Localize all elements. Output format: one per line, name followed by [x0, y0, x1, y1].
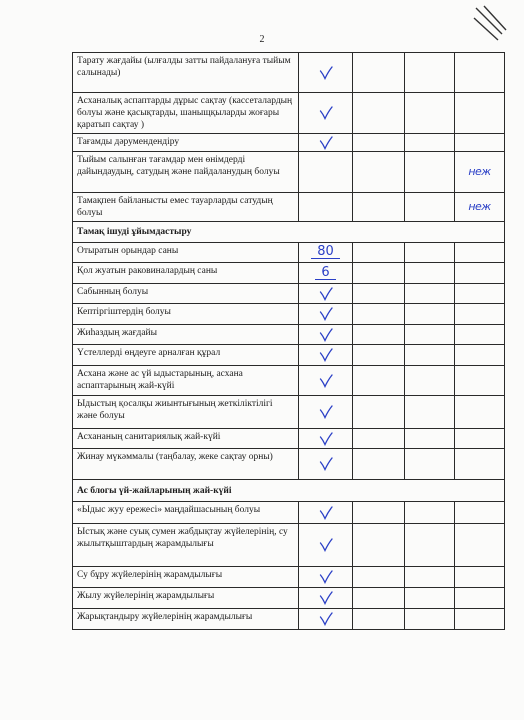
mark-cell-1 [299, 325, 353, 345]
mark-cell-1 [299, 304, 353, 325]
item-label: Су бұру жүйелерінің жарамдылығы [73, 567, 299, 588]
mark-cell-4 [455, 284, 505, 304]
table-row [73, 429, 505, 449]
table-row [73, 53, 505, 93]
item-label: Үстеллерді өңдеуге арналған құрал [73, 345, 299, 366]
checkmark-icon [299, 457, 352, 471]
checkmark-icon [299, 307, 352, 321]
mark-cell-1 [299, 345, 353, 366]
mark-cell-2 [353, 449, 405, 480]
mark-cell-3 [405, 53, 455, 93]
item-label: Тамақпен байланысты емес тауарларды сатудың болуы [73, 193, 299, 222]
mark-cell-3 [405, 134, 455, 152]
mark-cell-4 [455, 243, 505, 263]
mark-cell-2 [353, 588, 405, 609]
mark-cell-2 [353, 567, 405, 588]
mark-cell-4 [455, 449, 505, 480]
checkmark-icon [299, 570, 352, 584]
mark-cell-4 [455, 588, 505, 609]
checkmark-icon [299, 432, 352, 446]
table-row [73, 243, 505, 263]
mark-cell-4 [455, 609, 505, 630]
mark-cell-1 [299, 193, 353, 222]
mark-cell-3 [405, 366, 455, 396]
mark-cell-3 [405, 193, 455, 222]
mark-cell-4 [455, 567, 505, 588]
mark-cell-4 [455, 53, 505, 93]
item-label: Ыстық және суық сумен жабдықтау жүйелерінің, су жылытқыштардың жарамдылығы [73, 524, 299, 567]
mark-cell-4 [455, 429, 505, 449]
mark-cell-1 [299, 134, 353, 152]
mark-cell-3 [405, 567, 455, 588]
table-row [73, 345, 505, 366]
table-row [73, 134, 505, 152]
mark-cell-3 [405, 345, 455, 366]
item-label: Жиһаздың жағдайы [73, 325, 299, 345]
item-label: Асхана және ас үй ыдыстарының, асхана аспаптарының жай-күйі [73, 366, 299, 396]
mark-cell-2 [353, 396, 405, 429]
section-heading: Тамақ ішуді ұйымдастыру [73, 222, 505, 243]
mark-cell-2 [353, 524, 405, 567]
table-row [73, 567, 505, 588]
item-label: Тыйым салынған тағамдар мен өнімдерді дайындаудың, сатудың және пайдаланудың болуы [73, 152, 299, 193]
mark-cell-1 [299, 524, 353, 567]
mark-cell-3 [405, 152, 455, 193]
checkmark-icon [299, 405, 352, 419]
mark-cell-4 [455, 396, 505, 429]
mark-cell-1 [299, 567, 353, 588]
handwritten-number: 6 [315, 267, 335, 280]
mark-cell-3 [405, 263, 455, 284]
handwritten-note: неж [468, 164, 491, 178]
mark-cell-2 [353, 243, 405, 263]
handwritten-number: 80 [311, 246, 340, 259]
mark-cell-3 [405, 325, 455, 345]
item-label: Асханалық аспаптарды дұрыс сақтау (кассеталардың болуы және қасықтарды, шаныщқыларды жоғары қаратып сақтау ) [73, 93, 299, 134]
table-row [73, 502, 505, 524]
item-label: Сабынның болуы [73, 284, 299, 304]
table-row [73, 284, 505, 304]
table-row [73, 193, 505, 222]
mark-cell-2 [353, 304, 405, 325]
checkmark-icon [299, 328, 352, 342]
mark-cell-2 [353, 93, 405, 134]
item-label: «Ыдыс жуу ережесі» маңдайшасының болуы [73, 502, 299, 524]
mark-cell-3 [405, 524, 455, 567]
checkmark-icon [299, 538, 352, 552]
section-heading: Ас блогы үй-жайларының жай-күйі [73, 480, 505, 502]
mark-cell-1 [299, 502, 353, 524]
checkmark-icon [299, 106, 352, 120]
mark-cell-3 [405, 304, 455, 325]
mark-cell-1 [299, 53, 353, 93]
mark-cell-1 [299, 243, 353, 263]
table-row [73, 152, 505, 193]
checkmark-icon [299, 136, 352, 150]
mark-cell-2 [353, 366, 405, 396]
mark-cell-4 [455, 93, 505, 134]
checkmark-icon [299, 591, 352, 605]
table-row [73, 609, 505, 630]
mark-cell-3 [405, 284, 455, 304]
mark-cell-2 [353, 193, 405, 222]
mark-cell-2 [353, 152, 405, 193]
mark-cell-4 [455, 152, 505, 193]
mark-cell-2 [353, 263, 405, 284]
item-label: Ыдыстың қосалқы жиынтығының жеткіліктілігі және болуы [73, 396, 299, 429]
item-label: Кептіргіштердің болуы [73, 304, 299, 325]
checkmark-icon [299, 374, 352, 388]
mark-cell-4 [455, 263, 505, 284]
item-label: Асхананың санитариялық жай-күйі [73, 429, 299, 449]
checkmark-icon [299, 612, 352, 626]
mark-cell-1 [299, 429, 353, 449]
table-row [73, 524, 505, 567]
mark-cell-2 [353, 134, 405, 152]
mark-cell-2 [353, 345, 405, 366]
mark-cell-2 [353, 284, 405, 304]
mark-cell-1 [299, 263, 353, 284]
mark-cell-1 [299, 366, 353, 396]
section-row [73, 480, 505, 502]
mark-cell-4 [455, 502, 505, 524]
mark-cell-4 [455, 366, 505, 396]
mark-cell-1 [299, 609, 353, 630]
mark-cell-4 [455, 134, 505, 152]
mark-cell-2 [353, 429, 405, 449]
checklist-table [72, 52, 505, 630]
mark-cell-1 [299, 449, 353, 480]
mark-cell-1 [299, 588, 353, 609]
table-row [73, 396, 505, 429]
mark-cell-4 [455, 345, 505, 366]
item-label: Қол жуатын раковиналардың саны [73, 263, 299, 284]
mark-cell-3 [405, 502, 455, 524]
mark-cell-3 [405, 609, 455, 630]
item-label: Отыратын орындар саны [73, 243, 299, 263]
mark-cell-1 [299, 93, 353, 134]
mark-cell-3 [405, 588, 455, 609]
mark-cell-1 [299, 152, 353, 193]
mark-cell-2 [353, 53, 405, 93]
mark-cell-3 [405, 429, 455, 449]
corner-scribble-mark [472, 4, 510, 44]
item-label: Тарату жағдайы (ылғалды затты пайдалануға тыйым салынады) [73, 53, 299, 93]
mark-cell-2 [353, 502, 405, 524]
mark-cell-2 [353, 609, 405, 630]
item-label: Тағамды дәрумендендіру [73, 134, 299, 152]
checkmark-icon [299, 287, 352, 301]
handwritten-note: неж [468, 199, 491, 213]
mark-cell-1 [299, 396, 353, 429]
checkmark-icon [299, 66, 352, 80]
table-row [73, 325, 505, 345]
item-label: Жылу жүйелерінің жарамдылығы [73, 588, 299, 609]
mark-cell-2 [353, 325, 405, 345]
section-row [73, 222, 505, 243]
checkmark-icon [299, 348, 352, 362]
mark-cell-4 [455, 304, 505, 325]
table-row [73, 366, 505, 396]
page-number: 2 [259, 34, 265, 45]
item-label: Жарықтандыру жүйелерінің жарамдылығы [73, 609, 299, 630]
mark-cell-4 [455, 524, 505, 567]
mark-cell-1 [299, 284, 353, 304]
table-row [73, 449, 505, 480]
table-row [73, 304, 505, 325]
mark-cell-3 [405, 93, 455, 134]
mark-cell-4 [455, 325, 505, 345]
mark-cell-3 [405, 396, 455, 429]
table-row [73, 588, 505, 609]
mark-cell-3 [405, 449, 455, 480]
table-row [73, 93, 505, 134]
item-label: Жинау мүкәммалы (таңбалау, жеке сақтау орны) [73, 449, 299, 480]
mark-cell-3 [405, 243, 455, 263]
mark-cell-4 [455, 193, 505, 222]
table-row [73, 263, 505, 284]
checkmark-icon [299, 506, 352, 520]
